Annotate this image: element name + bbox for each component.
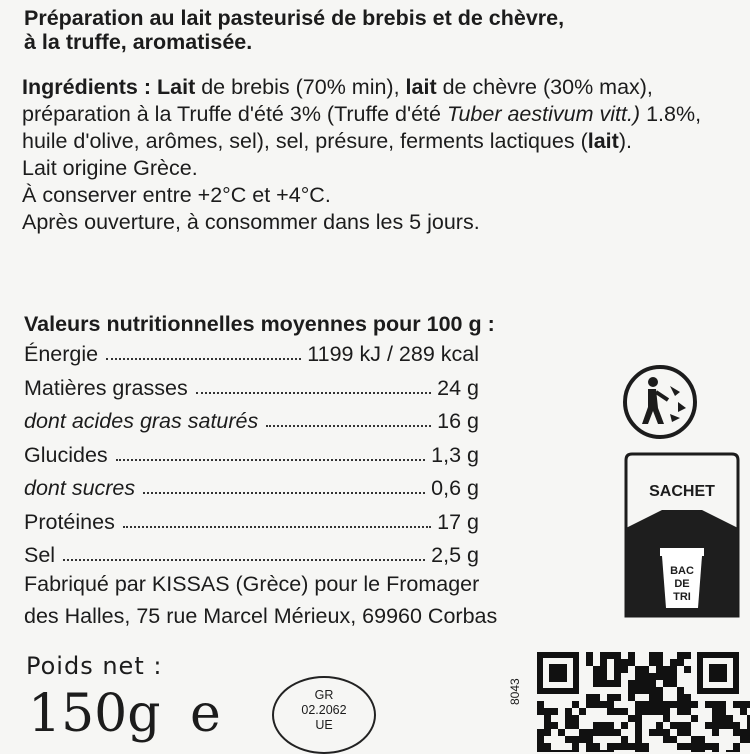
qr-module	[684, 743, 691, 750]
dot-leader	[196, 392, 431, 394]
qr-module	[593, 673, 600, 680]
qr-module	[572, 743, 579, 750]
after-opening-text: Après ouverture, à consommer dans les 5 jours.	[22, 210, 480, 234]
qr-module	[733, 729, 740, 736]
qr-module	[586, 652, 593, 659]
qr-module	[614, 708, 621, 715]
nutrition-value: 2,5 g	[431, 543, 479, 567]
qr-module	[677, 708, 684, 715]
manufacturer-block	[24, 568, 624, 632]
qr-module	[719, 708, 726, 715]
ingredients-label: Ingrédients :	[22, 75, 152, 99]
qr-module	[712, 743, 719, 750]
qr-module	[628, 715, 635, 722]
qr-module	[607, 708, 614, 715]
qr-module	[607, 729, 614, 736]
qr-module	[551, 750, 558, 752]
qr-module	[719, 701, 726, 708]
qr-module	[579, 736, 586, 743]
qr-module	[586, 729, 593, 736]
qr-module	[621, 708, 628, 715]
qr-module	[691, 743, 698, 750]
qr-module	[677, 743, 684, 750]
qr-module	[705, 701, 712, 708]
qr-module	[670, 701, 677, 708]
nutrition-label: dont sucres	[24, 476, 136, 500]
qr-module	[712, 708, 719, 715]
qr-module	[642, 750, 649, 752]
qr-module	[705, 722, 712, 729]
qr-module	[565, 708, 572, 715]
qr-module	[635, 729, 642, 736]
qr-module	[635, 666, 642, 673]
qr-module	[656, 729, 663, 736]
qr-module	[642, 743, 649, 750]
qr-module	[614, 666, 621, 673]
qr-module	[684, 729, 691, 736]
qr-module	[698, 736, 705, 743]
qr-module	[579, 708, 586, 715]
latin-name: Tuber aestivum vitt.)	[446, 102, 641, 126]
manufacturer-line-1: Fabriqué par KISSAS (Grèce) pour le Fromager	[24, 572, 480, 596]
qr-module	[614, 694, 621, 701]
qr-module	[726, 715, 733, 722]
qr-module	[642, 673, 649, 680]
qr-module	[663, 673, 670, 680]
qr-module	[607, 722, 614, 729]
nutrition-label: Énergie	[24, 342, 99, 366]
nutrition-label: Sel	[24, 543, 56, 567]
health-mark-ue: UE	[315, 718, 333, 732]
qr-module	[600, 680, 607, 687]
title-line-1: Préparation au lait pasteurisé de brebis et de chèvre,	[24, 6, 565, 30]
qr-module	[628, 743, 635, 750]
dot-leader	[116, 459, 426, 461]
qr-module	[572, 750, 579, 752]
qr-module	[649, 680, 656, 687]
qr-module	[635, 701, 642, 708]
qr-module	[656, 708, 663, 715]
allergen-lait-2: lait	[405, 75, 437, 99]
qr-module	[698, 743, 705, 750]
nutrition-label: Glucides	[24, 442, 108, 467]
nutrition-label: dont acides gras saturés	[24, 409, 259, 433]
dot-leader	[63, 559, 425, 561]
qr-module	[586, 750, 593, 752]
qr-module	[593, 729, 600, 736]
qr-module	[537, 750, 544, 752]
qr-module	[614, 680, 621, 687]
qr-module	[677, 694, 684, 701]
qr-module	[635, 736, 642, 743]
qr-module	[593, 666, 600, 673]
qr-module	[537, 701, 544, 708]
nutrition-value: 16 g	[437, 409, 479, 433]
qr-module	[621, 743, 628, 750]
nutrition-row	[24, 538, 479, 568]
qr-module	[733, 743, 740, 750]
qr-module	[740, 729, 747, 736]
qr-module	[593, 750, 600, 752]
qr-module	[593, 722, 600, 729]
allergen-lait-3: lait	[587, 129, 619, 153]
nutrition-value: 24 g	[437, 375, 479, 400]
qr-module	[586, 701, 593, 708]
qr-module	[649, 701, 656, 708]
qr-module	[740, 701, 747, 708]
qr-module	[677, 729, 684, 736]
qr-module	[600, 729, 607, 736]
ingredients-part-2: de chèvre (30% max), préparation à la Truffe d'été 3% (Truffe d'été	[22, 75, 653, 126]
qr-module	[558, 750, 565, 752]
qr-module	[614, 673, 621, 680]
qr-module	[635, 680, 642, 687]
side-code: 8043	[508, 678, 522, 705]
qr-module	[614, 743, 621, 750]
qr-module	[600, 701, 607, 708]
qr-module	[649, 687, 656, 694]
bin-text-1: BAC	[670, 565, 694, 577]
qr-module	[698, 750, 705, 752]
qr-module	[621, 736, 628, 743]
qr-module	[572, 722, 579, 729]
qr-module	[656, 687, 663, 694]
qr-module	[607, 694, 614, 701]
qr-module	[656, 694, 663, 701]
qr-module	[691, 715, 698, 722]
qr-module	[586, 743, 593, 750]
qr-module	[684, 708, 691, 715]
qr-module	[551, 708, 558, 715]
qr-module	[600, 673, 607, 680]
qr-module	[684, 652, 691, 659]
qr-module	[719, 722, 726, 729]
qr-module	[544, 743, 551, 750]
qr-module	[649, 673, 656, 680]
qr-module	[656, 666, 663, 673]
qr-module	[677, 687, 684, 694]
qr-module	[593, 694, 600, 701]
nutrition-label: Protéines	[24, 509, 115, 534]
qr-module	[733, 701, 740, 708]
qr-module	[663, 736, 670, 743]
qr-module	[607, 652, 614, 659]
qr-module	[628, 680, 635, 687]
qr-module	[649, 694, 656, 701]
qr-module	[642, 701, 649, 708]
qr-module	[684, 701, 691, 708]
qr-module	[565, 750, 572, 752]
qr-module	[684, 694, 691, 701]
qr-module	[670, 659, 677, 666]
qr-module	[544, 750, 551, 752]
qr-module	[649, 659, 656, 666]
qr-module	[635, 715, 642, 722]
nutrition-row	[24, 404, 479, 434]
nutrition-row	[24, 337, 479, 367]
qr-module	[733, 750, 740, 752]
qr-module	[663, 701, 670, 708]
health-mark-country: GR	[314, 688, 334, 702]
qr-module	[656, 652, 663, 659]
qr-module	[621, 722, 628, 729]
dot-leader	[106, 358, 301, 360]
ingredients-end: ).	[618, 129, 632, 153]
qr-module	[663, 708, 670, 715]
bin-text-3: TRI	[673, 591, 691, 603]
nutrition-heading: Valeurs nutritionnelles moyennes pour 100 g :	[24, 312, 495, 336]
qr-module	[670, 736, 677, 743]
qr-module	[537, 708, 544, 715]
nutrition-row	[24, 471, 479, 501]
title-line-2: à la truffe, aromatisée.	[24, 30, 253, 54]
qr-module	[642, 687, 649, 694]
qr-module	[600, 652, 607, 659]
qr-module	[740, 736, 747, 743]
qr-module	[565, 736, 572, 743]
qr-module	[579, 729, 586, 736]
qr-module	[712, 701, 719, 708]
health-mark-number: 02.2062	[301, 703, 347, 717]
qr-module	[537, 729, 544, 736]
qr-module	[712, 729, 719, 736]
qr-module	[719, 715, 726, 722]
qr-module	[537, 736, 544, 743]
qr-module	[544, 729, 551, 736]
qr-module	[607, 743, 614, 750]
qr-module	[586, 736, 593, 743]
qr-module	[635, 687, 642, 694]
qr-module	[726, 750, 733, 752]
qr-module	[544, 715, 551, 722]
qr-module	[593, 701, 600, 708]
qr-module	[628, 687, 635, 694]
qr-module	[663, 715, 670, 722]
qr-module	[565, 715, 572, 722]
qr-module	[649, 652, 656, 659]
qr-module	[572, 715, 579, 722]
qr-module	[544, 708, 551, 715]
qr-module	[600, 750, 607, 752]
health-mark-oval	[272, 676, 376, 754]
dot-leader	[266, 425, 431, 427]
qr-module	[628, 652, 635, 659]
qr-module	[635, 743, 642, 750]
qr-module	[635, 750, 642, 752]
nutrition-label: Matières grasses	[24, 375, 188, 400]
ingredients-part-1: de brebis (70% min),	[195, 75, 406, 99]
qr-module	[656, 673, 663, 680]
triman-recycle-icon	[620, 362, 700, 442]
qr-module	[635, 708, 642, 715]
qr-module	[677, 659, 684, 666]
nutrition-row	[24, 438, 479, 468]
ingredients-block	[22, 74, 750, 236]
sachet-sorting-icon	[622, 450, 742, 620]
qr-module	[656, 659, 663, 666]
nutrition-value: 1199 kJ / 289 kcal	[307, 342, 479, 366]
qr-module	[670, 666, 677, 673]
qr-module	[684, 666, 691, 673]
qr-module	[691, 750, 698, 752]
net-weight-label: Poids net :	[26, 652, 163, 680]
qr-module	[635, 722, 642, 729]
qr-module	[614, 659, 621, 666]
qr-module	[607, 701, 614, 708]
nutrition-row	[24, 505, 479, 535]
qr-module	[544, 722, 551, 729]
qr-module	[600, 722, 607, 729]
nutrition-value: 17 g	[437, 509, 479, 534]
qr-module	[621, 659, 628, 666]
qr-module	[670, 673, 677, 680]
qr-module	[621, 666, 628, 673]
qr-module	[649, 708, 656, 715]
qr-module	[558, 729, 565, 736]
qr-module	[649, 729, 656, 736]
qr-module	[663, 666, 670, 673]
qr-module	[607, 750, 614, 752]
qr-module	[733, 722, 740, 729]
qr-module	[628, 659, 635, 666]
nutrition-row	[24, 371, 479, 401]
bin-text-2: DE	[674, 578, 690, 590]
qr-module	[663, 680, 670, 687]
dot-leader	[123, 526, 431, 528]
nutrition-value: 1,3 g	[431, 442, 479, 467]
storage-text: À conserver entre +2°C et +4°C.	[22, 183, 331, 207]
qr-module	[614, 652, 621, 659]
qr-module	[551, 722, 558, 729]
qr-module	[635, 673, 642, 680]
allergen-lait-1: Lait	[157, 75, 196, 99]
qr-module	[677, 701, 684, 708]
qr-module	[593, 680, 600, 687]
qr-module	[600, 659, 607, 666]
origin-text: Lait origine Grèce.	[22, 156, 198, 180]
qr-module	[691, 736, 698, 743]
qr-module	[705, 743, 712, 750]
qr-module	[656, 701, 663, 708]
qr-module	[712, 715, 719, 722]
qr-module	[712, 722, 719, 729]
manufacturer-line-2: des Halles, 75 rue Marcel Mérieux, 69960 Corbas	[24, 604, 498, 628]
qr-module	[740, 708, 747, 715]
qr-module	[607, 680, 614, 687]
qr-module	[677, 722, 684, 729]
qr-module	[712, 750, 719, 752]
qr-code	[537, 652, 750, 752]
qr-module	[572, 701, 579, 708]
qr-module	[572, 736, 579, 743]
qr-module	[586, 659, 593, 666]
dot-leader	[143, 492, 425, 494]
qr-module	[726, 722, 733, 729]
qr-module	[670, 680, 677, 687]
qr-module	[642, 680, 649, 687]
qr-module	[663, 729, 670, 736]
estimated-e-mark: e	[190, 684, 221, 744]
ingredients-text	[22, 74, 750, 155]
net-weight-value: 150g	[28, 684, 161, 744]
qr-module	[670, 722, 677, 729]
ingredients-part-3: 1.8%, huile d'olive, arômes, sel), sel, présure, ferments lactiques (	[22, 102, 702, 153]
qr-module	[628, 694, 635, 701]
qr-module	[642, 708, 649, 715]
qr-module	[691, 701, 698, 708]
qr-module	[537, 743, 544, 750]
nutrition-value: 0,6 g	[431, 476, 479, 500]
qr-module	[677, 652, 684, 659]
product-title	[24, 6, 564, 54]
qr-module	[656, 722, 663, 729]
qr-module	[600, 666, 607, 673]
qr-module	[642, 666, 649, 673]
qr-module	[565, 722, 572, 729]
sachet-label: SACHET	[649, 483, 715, 500]
qr-module	[586, 694, 593, 701]
qr-module	[593, 743, 600, 750]
qr-module	[614, 729, 621, 736]
qr-module	[684, 722, 691, 729]
